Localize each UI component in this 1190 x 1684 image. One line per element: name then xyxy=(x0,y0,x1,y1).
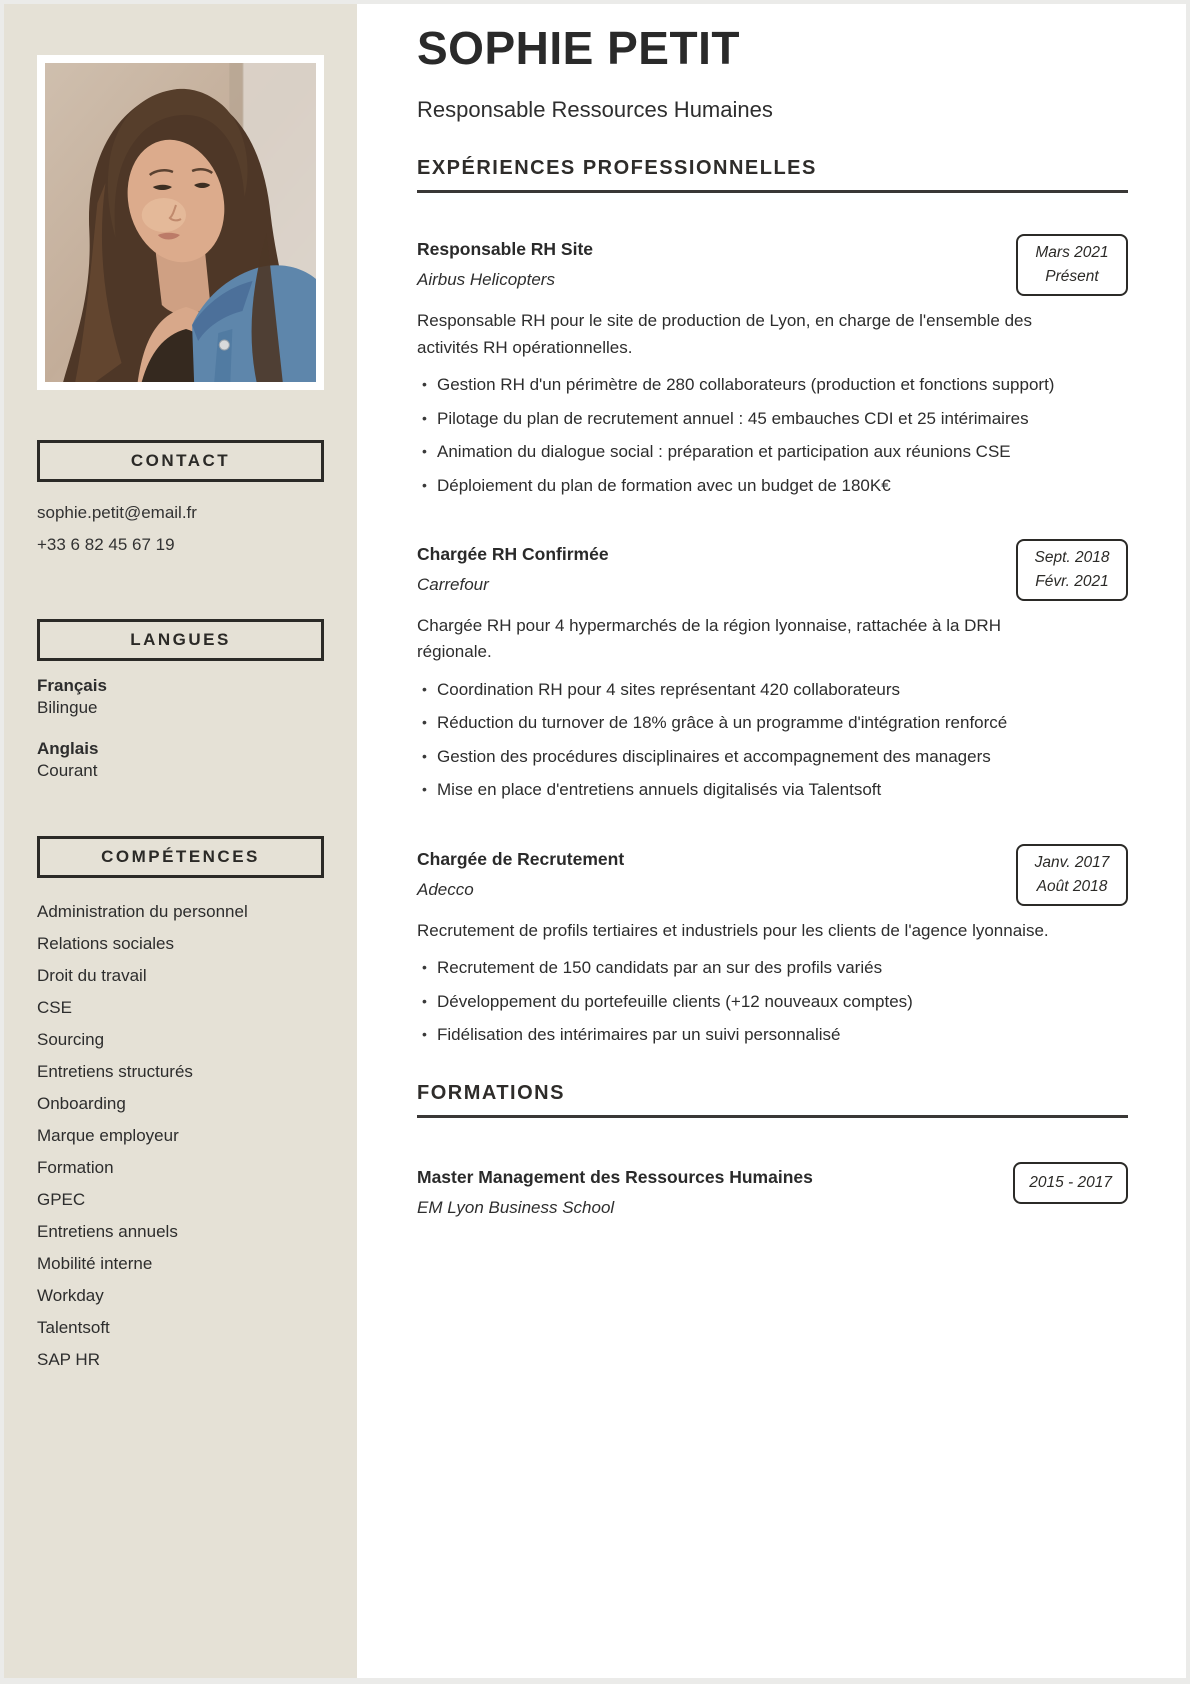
job-bullet: • Gestion des procédures disciplinaires et accompagnement des managers xyxy=(417,744,1065,770)
job-title: Chargée RH Confirmée xyxy=(417,544,609,565)
skill-item: Mobilité interne xyxy=(37,1254,153,1273)
contact-email: sophie.petit@email.fr xyxy=(37,503,197,522)
education-header xyxy=(417,1162,1128,1218)
job-bullet: • Recrutement de 150 candidats par an sur des profils variés xyxy=(417,955,1065,981)
job-title: Responsable RH Site xyxy=(417,239,594,260)
job-company: Adecco xyxy=(417,879,474,899)
skill-item: CSE xyxy=(37,998,72,1017)
date-end: Févr. 2021 xyxy=(1035,573,1109,591)
job-description: Chargée RH pour 4 hypermarchés de la région lyonnaise, rattachée à la DRH régionale. xyxy=(417,616,1001,662)
language-level: Courant xyxy=(37,761,98,780)
job-description: Responsable RH pour le site de production de Lyon, en charge de l'ensemble des activités RH opérationnelles. xyxy=(417,311,1033,357)
profile-photo-frame xyxy=(37,55,324,390)
date-badge xyxy=(1016,844,1128,906)
contact-list xyxy=(37,497,324,561)
date-start: Sept. 2018 xyxy=(1034,549,1110,567)
job-bullets xyxy=(417,955,1128,1048)
person-name: SOPHIE PETIT xyxy=(417,22,740,74)
job-entry xyxy=(417,844,1128,1048)
skill-item: SAP HR xyxy=(37,1350,100,1369)
date-badge xyxy=(1016,234,1128,296)
skill-item: Entretiens structurés xyxy=(37,1062,193,1081)
sidebar xyxy=(4,4,357,1678)
job-title-block xyxy=(417,539,609,595)
date-start: Mars 2021 xyxy=(1035,244,1109,262)
date-end: Août 2018 xyxy=(1036,877,1108,895)
job-bullet: • Animation du dialogue social : préparation et participation aux réunions CSE xyxy=(417,439,1065,465)
skill-item: Sourcing xyxy=(37,1030,105,1049)
skill-item: Formation xyxy=(37,1158,114,1177)
skill-item: Marque employeur xyxy=(37,1126,179,1145)
job-bullet: • Gestion RH d'un périmètre de 280 collaborateurs (production et fonctions support) xyxy=(417,372,1065,398)
skill-item: Administration du personnel xyxy=(37,902,248,921)
job-bullet: • Déploiement du plan de formation avec un budget de 180K€ xyxy=(417,473,1065,499)
skill-item: Entretiens annuels xyxy=(37,1222,178,1241)
resume-page xyxy=(4,4,1186,1678)
job-bullet: • Coordination RH pour 4 sites représentant 420 collaborateurs xyxy=(417,677,1065,703)
job-header xyxy=(417,234,1128,296)
language-item xyxy=(37,675,324,719)
job-bullet: • Développement du portefeuille clients (+12 nouveaux comptes) xyxy=(417,989,1065,1015)
skills-heading-box xyxy=(37,836,324,878)
job-title-block xyxy=(417,234,593,290)
job-bullet: • Fidélisation des intérimaires par un suivi personnalisé xyxy=(417,1022,1065,1048)
job-description: Recrutement de profils tertiaires et industriels pour les clients de l'agence lyonnaise. xyxy=(417,920,1049,940)
job-bullets xyxy=(417,677,1128,803)
job-bullet: • Mise en place d'entretiens annuels digitalisés via Talentsoft xyxy=(417,777,1065,803)
job-company: Carrefour xyxy=(417,575,489,595)
job-title-block xyxy=(417,844,624,900)
skill-item: Relations sociales xyxy=(37,934,175,953)
language-name: Français xyxy=(37,676,107,695)
skill-item: Onboarding xyxy=(37,1094,126,1113)
language-level: Bilingue xyxy=(37,698,98,717)
job-header xyxy=(417,539,1128,601)
contact-heading: CONTACT xyxy=(130,451,231,470)
skill-item: GPEC xyxy=(37,1190,86,1209)
languages-heading: LANGUES xyxy=(130,630,231,649)
contact-heading-box xyxy=(37,440,324,482)
experiences-section-heading: EXPÉRIENCES PROFESSIONNELLES xyxy=(417,157,1128,193)
skill-item: Droit du travail xyxy=(37,966,147,985)
school-name: EM Lyon Business School xyxy=(417,1197,615,1217)
contact-phone: +33 6 82 45 67 19 xyxy=(37,535,175,554)
job-title: Chargée de Recrutement xyxy=(417,848,625,869)
skills-heading: COMPÉTENCES xyxy=(101,847,260,866)
language-name: Anglais xyxy=(37,739,99,758)
main-content xyxy=(357,4,1186,1678)
date-range: 2015 - 2017 xyxy=(1029,1173,1112,1191)
education-entry xyxy=(417,1162,1128,1218)
skill-item: Workday xyxy=(37,1286,104,1305)
job-bullet: • Réduction du turnover de 18% grâce à un programme d'intégration renforcé xyxy=(417,710,1065,736)
job-entry xyxy=(417,539,1128,803)
profile-photo xyxy=(45,63,316,382)
job-bullets xyxy=(417,372,1128,498)
job-company: Airbus Helicopters xyxy=(417,270,555,290)
date-end: Présent xyxy=(1045,268,1099,286)
date-badge xyxy=(1013,1162,1128,1204)
job-header xyxy=(417,844,1128,906)
job-entry xyxy=(417,234,1128,498)
date-badge xyxy=(1016,539,1128,601)
language-item xyxy=(37,738,324,782)
degree-title: Master Management des Ressources Humaines xyxy=(417,1166,813,1187)
skill-item: Talentsoft xyxy=(37,1318,110,1337)
person-job-title: Responsable Ressources Humaines xyxy=(417,97,773,123)
education-title-block xyxy=(417,1162,813,1218)
languages-heading-box xyxy=(37,619,324,661)
job-bullet: • Pilotage du plan de recrutement annuel : 45 embauches CDI et 25 intérimaires xyxy=(417,406,1065,432)
formations-section-heading: FORMATIONS xyxy=(417,1082,1128,1118)
date-start: Janv. 2017 xyxy=(1034,853,1110,871)
languages-list xyxy=(37,675,324,782)
skills-list xyxy=(37,901,324,1370)
